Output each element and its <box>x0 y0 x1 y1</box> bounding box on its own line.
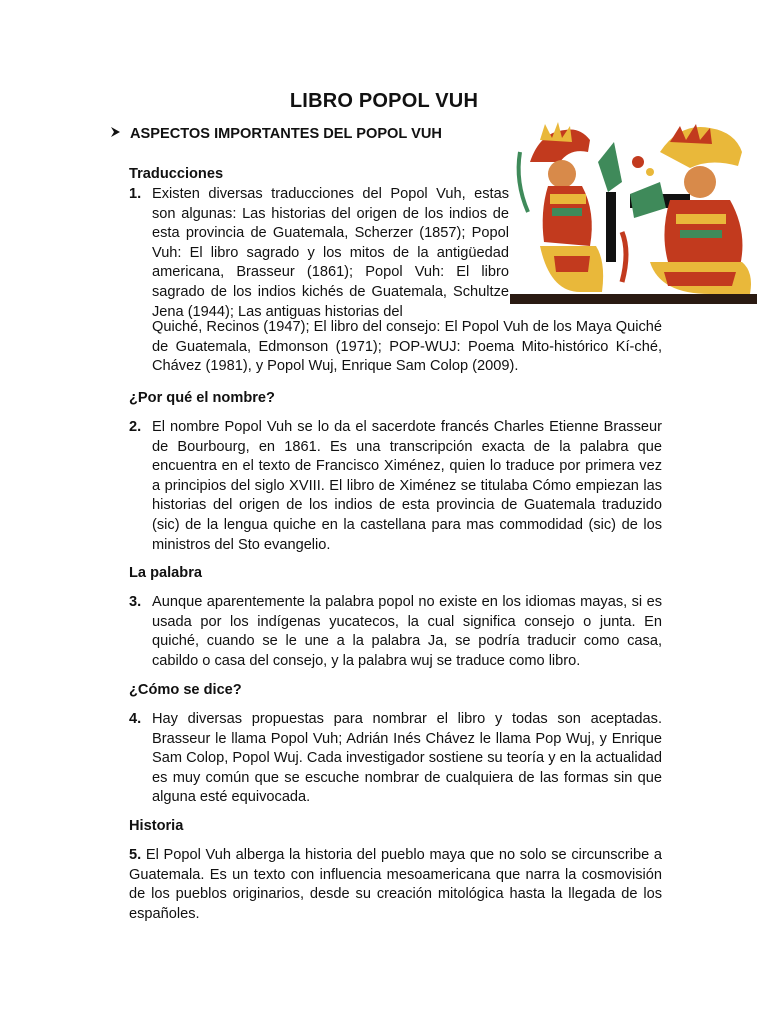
paragraph-number: 1. <box>129 186 142 202</box>
main-heading <box>110 126 442 142</box>
paragraph-1-continuation: Quiché, Recinos (1947); El libro del consejo: El Popol Vuh de los Maya Quiché de Guatemala, Edmonson (1971); POP-WUJ: Poema Mito-histórico Kí-ché, Chávez (1981), y Popol Wuj, Enrique Sam Colop (2009). <box>152 319 662 375</box>
document-title: LIBRO POPOL VUH <box>289 90 479 112</box>
section-heading-traducciones: Traducciones <box>129 166 224 182</box>
numbered-paragraph-3 <box>129 593 662 671</box>
section-heading-por-que-el-nombre: ¿Por qué el nombre? <box>129 390 275 406</box>
paragraph-number: 2. <box>129 419 142 435</box>
main-heading-text: ASPECTOS IMPORTANTES DEL POPOL VUH <box>130 126 442 142</box>
paragraph-text: Aunque aparentemente la palabra popol no existe en los idiomas mayas, si es usada por los indígenas yucatecos, la cual significa consejo o junta. En quiché, cuando se le une a la palabra Ja, se podría traducir como casa, cabildo o casa del consejo, y la palabra wuj se traduce como libro. <box>152 594 662 669</box>
numbered-paragraph-2 <box>129 418 662 555</box>
paragraph-number: 3. <box>129 594 142 610</box>
numbered-paragraph-1 <box>129 185 662 322</box>
numbered-paragraph-5 <box>129 846 662 924</box>
section-heading-como-se-dice: ¿Cómo se dice? <box>129 682 242 698</box>
paragraph-number: 5. <box>129 847 142 863</box>
paragraph-text: El Popol Vuh alberga la historia del pueblo maya que no solo se circunscribe a Guatemala. Es un texto con influencia mesoamericana que narra la cosmovisión de los pueblos originarios, desde su creación mitológica hasta la llegada de los españoles. <box>129 847 662 922</box>
section-heading-historia: Historia <box>129 818 184 834</box>
paragraph-text: El nombre Popol Vuh se lo da el sacerdote francés Charles Etienne Brasseur de Bourbourg, en 1861. Es una transcripción exacta de la palabra que encuentra en el texto de Francisco Ximénez, quien lo traduce por primera vez a principios del siglo XVIII. El libro de Ximénez se titulaba Cómo empiezan las historias del origen de los indios de esta provincia de Guatemala traduzido (sic) de la lengua quiche en la castellana para mas commodidad (sic) de los ministros del Sto evangelio. <box>152 419 662 553</box>
paragraph-number: 4. <box>129 711 142 727</box>
paragraph-text: Existen diversas traducciones del Popol Vuh, estas son algunas: Las historias del origen de los indios de esta provincia de Guatemala, Scherzer (1857); Popol Vuh: El libro sagrado y los mitos de la antigüedad americana, Brasseur (1861); Popol Vuh: El libro sagrado de los indios kichés de Guatemala, Schultze Jena (1944); Las antiguas historias del <box>152 186 509 320</box>
numbered-paragraph-4 <box>129 710 662 808</box>
paragraph-text: Hay diversas propuestas para nombrar el libro y todas son aceptadas. Brasseur le llama Popol Vuh; Adrián Inés Chávez le llama Pop Wuj, y Enrique Sam Colop, Popol Wuj. Cada investigador sostiene su teoría y en la actualidad es muy común que se escuche nombrar de cualquiera de las formas sin que alguna esté equivocada. <box>152 711 662 806</box>
arrow-bullet-icon <box>110 126 130 142</box>
section-heading-la-palabra: La palabra <box>129 565 202 581</box>
